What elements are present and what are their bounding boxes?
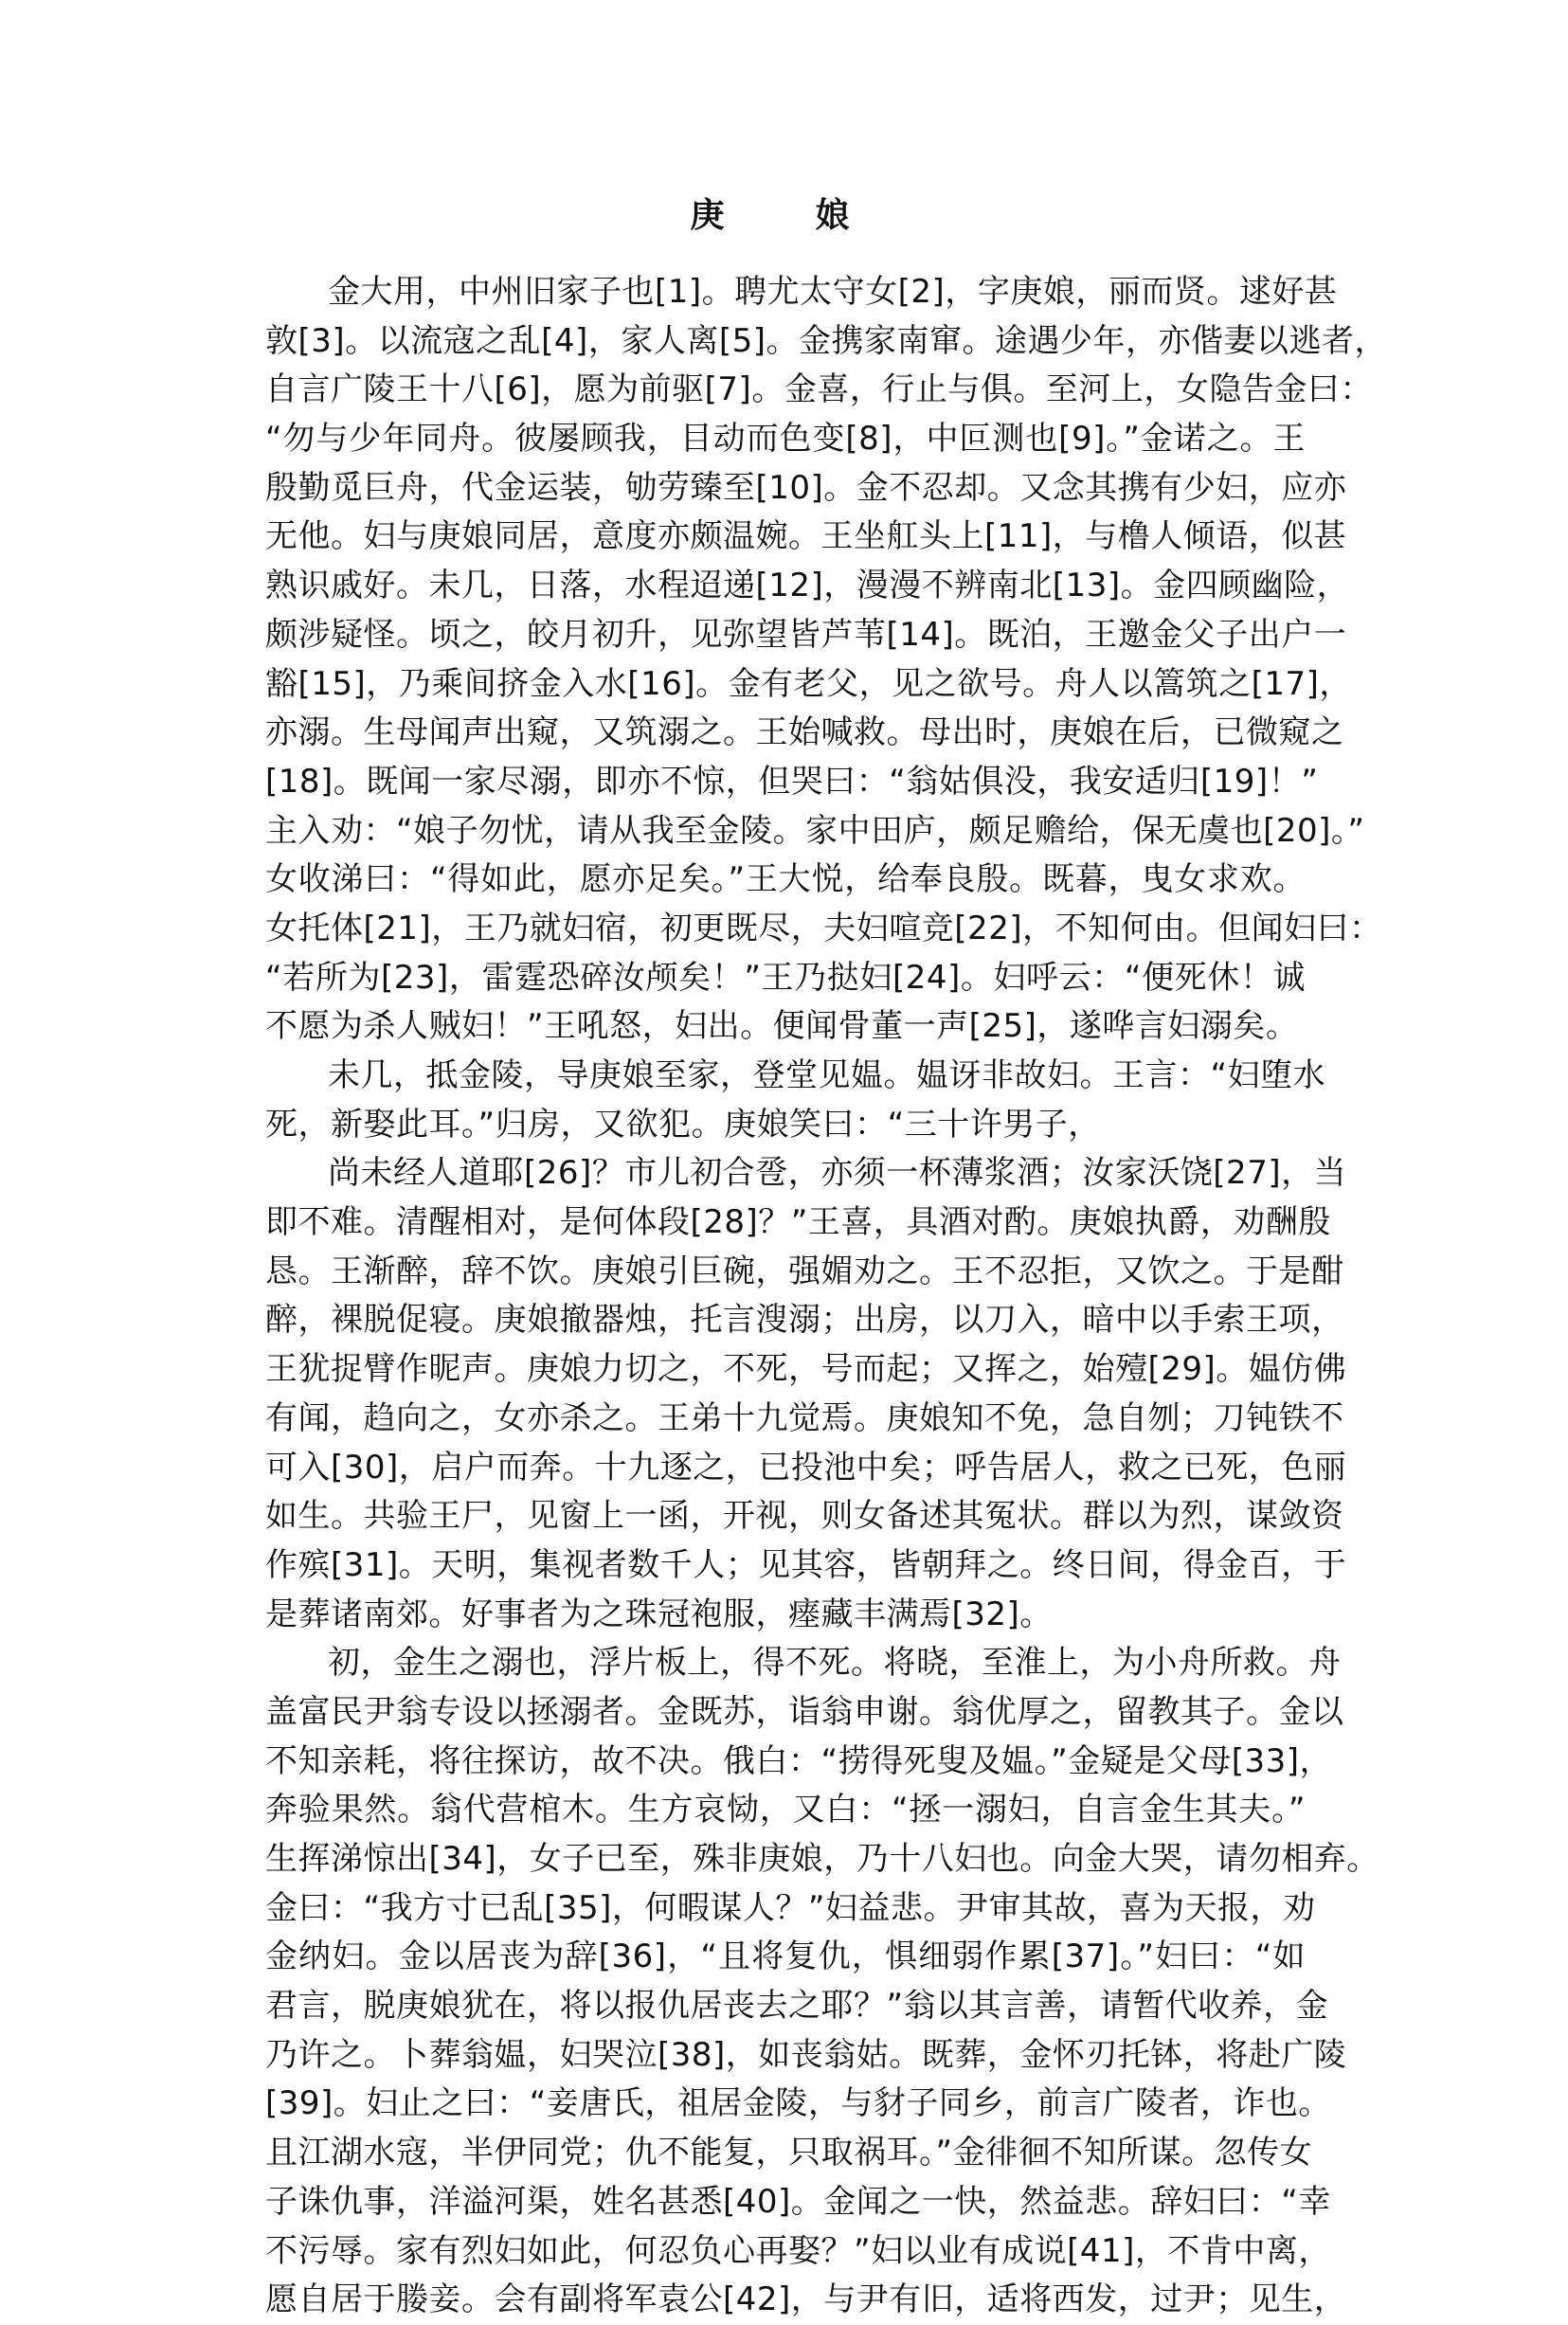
text-line: 恳。王渐醉，辞不饮。庚娘引巨碗，强媚劝之。王不忍拒，又饮之。于是酣: [265, 1252, 1344, 1290]
text-line: 作殡[31]。天明，集视者数千人；见其容，皆朝拜之。终日间，得金百，于: [265, 1545, 1347, 1584]
text-line: 死，新娶此耳。”归房，又欲犯。庚娘笑曰：“三十许男子，: [265, 1105, 1101, 1144]
text-line: “勿与少年同舟。彼屡顾我，目动而色变[8]，中叵测也[9]。”金诺之。王: [265, 420, 1306, 459]
text-line: 王犹捉臂作昵声。庚娘力切之，不死，号而起；又挥之，始殪[29]。媪仿佛: [265, 1350, 1347, 1389]
text-line: 愿自居于媵妾。会有副将军袁公[42]，与尹有旧，适将西发，过尹；见生，: [265, 2280, 1347, 2319]
text-line: 如生。共验王尸，见窗上一函，开视，则女备述其冤状。群以为烈，谋敛资: [265, 1497, 1344, 1536]
text-line: 君言，脱庚娘犹在，将以报仇居丧去之耶？”翁以其言善，请暂代收养，金: [265, 1987, 1329, 2026]
text-line: 有闻，趋向之，女亦杀之。王弟十九觉焉。庚娘知不免，急自刎；刀钝铁不: [265, 1398, 1344, 1437]
text-line: 敦[3]。以流寇之乱[4]，家人离[5]。金携家南窜。途遇少年，亦偕妻以逃者，: [265, 321, 1387, 360]
page-title: 庚 娘: [690, 196, 878, 235]
text-line: 女托体[21]，王乃就妇宿，初更既尽，夫妇喧竞[22]，不知何由。但闻妇曰：: [265, 909, 1382, 947]
text-line: 盖富民尹翁专设以拯溺者。金既苏，诣翁申谢。翁优厚之，留教其子。金以: [265, 1692, 1344, 1731]
text-line: 金大用，中州旧家子也[1]。聘尤太守女[2]，字庚娘，丽而贤。逑好甚: [328, 273, 1338, 311]
text-line: 女收涕曰：“得如此，愿亦足矣。”王大悦，给奉良殷。既暮，曳女求欢。: [265, 860, 1306, 899]
text-line: 生挥涕惊出[34]，女子已至，殊非庚娘，乃十八妇也。向金大哭，请勿相弃。: [265, 1840, 1379, 1878]
text-line: 殷勤觅巨舟，代金运装，劬劳臻至[10]。金不忍却。又念其携有少妇，应亦: [265, 468, 1347, 507]
text-line: 且江湖水寇，半伊同党；仇不能复，只取祸耳。”金徘徊不知所谋。忽传女: [265, 2134, 1313, 2172]
text-line: 金曰：“我方寸已乱[35]，何暇谋人？”妇益悲。尹审其故，喜为天报，劝: [265, 1888, 1316, 1927]
text-line: 可入[30]，启户而奔。十九逐之，已投池中矣；呼告居人，救之已死，色丽: [265, 1448, 1347, 1487]
text-line: 不愿为杀人贼妇！”王吼怒，妇出。便闻骨董一声[25]，遂哗言妇溺矣。: [265, 1007, 1299, 1046]
text-line: 乃许之。卜葬翁媪，妇哭泣[38]，如丧翁姑。既葬，金怀刃托钵，将赴广陵: [265, 2035, 1347, 2074]
text-line: 尚未经人道耶[26]？市儿初合卺，亦须一杯薄浆酒；汝家沃饶[27]，当: [328, 1154, 1347, 1193]
text-line: 熟识戚好。未几，日落，水程迢递[12]，漫漫不辨南北[13]。金四顾幽险，: [265, 567, 1350, 605]
text-line: [18]。既闻一家尽溺，即亦不惊，但哭曰：“翁姑俱没，我安适归[19]！”: [265, 762, 1319, 801]
text-line: “若所为[23]，雷霆恐碎汝颅矣！”王乃挞妇[24]。妇呼云：“便死休！诚: [265, 958, 1306, 997]
text-line: 即不难。清醒相对，是何体段[28]？”王喜，具酒对酌。庚娘执爵，劝酬殷: [265, 1203, 1331, 1242]
text-line: 不知亲耗，将往探访，故不决。俄白：“捞得死叟及媪。”金疑是父母[33]，: [265, 1741, 1333, 1780]
text-line: 初，金生之溺也，浮片板上，得不死。将晓，至淮上，为小舟所救。舟: [328, 1644, 1342, 1683]
text-line: 醉，裸脱促寝。庚娘撤器烛，托言溲溺；出房，以刀入，暗中以手索王项，: [265, 1301, 1344, 1340]
text-line: 奔验果然。翁代营棺木。生方哀恸，又白：“拯一溺妇，自言金生其夫。”: [265, 1791, 1306, 1829]
text-line: 金纳妇。金以居丧为辞[36]，“且将复仇，惧细弱作累[37]。”妇曰：“如: [265, 1938, 1306, 1976]
text-line: 自言广陵王十八[6]，愿为前驱[7]。金喜，行止与俱。至河上，女隐告金曰：: [265, 370, 1373, 409]
document-body: [265, 268, 1387, 2325]
text-line: 是葬诸南郊。好事者为之珠冠袍服，瘗藏丰满焉[32]。: [265, 1595, 1053, 1633]
text-line: [39]。妇止之曰：“妾唐氏，祖居金陵，与豺子同乡，前言广陵者，诈也。: [265, 2084, 1331, 2123]
text-line: 豁[15]，乃乘间挤金入水[16]。金有老父，见之欲号。舟人以篙筑之[17]，: [265, 664, 1352, 703]
text-line: 子诛仇事，洋溢河渠，姓名甚悉[40]。金闻之一快，然益悲。辞妇曰：“幸: [265, 2182, 1331, 2221]
text-line: 颇涉疑怪。顷之，皎月初升，见弥望皆芦苇[14]。既泊，王邀金父子出户一: [265, 615, 1347, 654]
text-line: 主入劝：“娘子勿忧，请从我至金陵。家中田庐，颇足赡给，保无虞也[20]。”: [265, 811, 1365, 850]
text-line: 亦溺。生母闻声出窥，又筑溺之。王始喊救。母出时，庚娘在后，已微窥之: [265, 713, 1344, 752]
text-line: 无他。妇与庚娘同居，意度亦颇温婉。王坐舡头上[11]，与橹人倾语，似甚: [265, 517, 1347, 556]
text-line: 未几，抵金陵，导庚娘至家，登堂见媪。媪讶非故妇。王言：“妇堕水: [328, 1056, 1326, 1094]
text-line: 不污辱。家有烈妇如此，何忍负心再娶？”妇以业有成说[41]，不肯中离，: [265, 2231, 1331, 2270]
